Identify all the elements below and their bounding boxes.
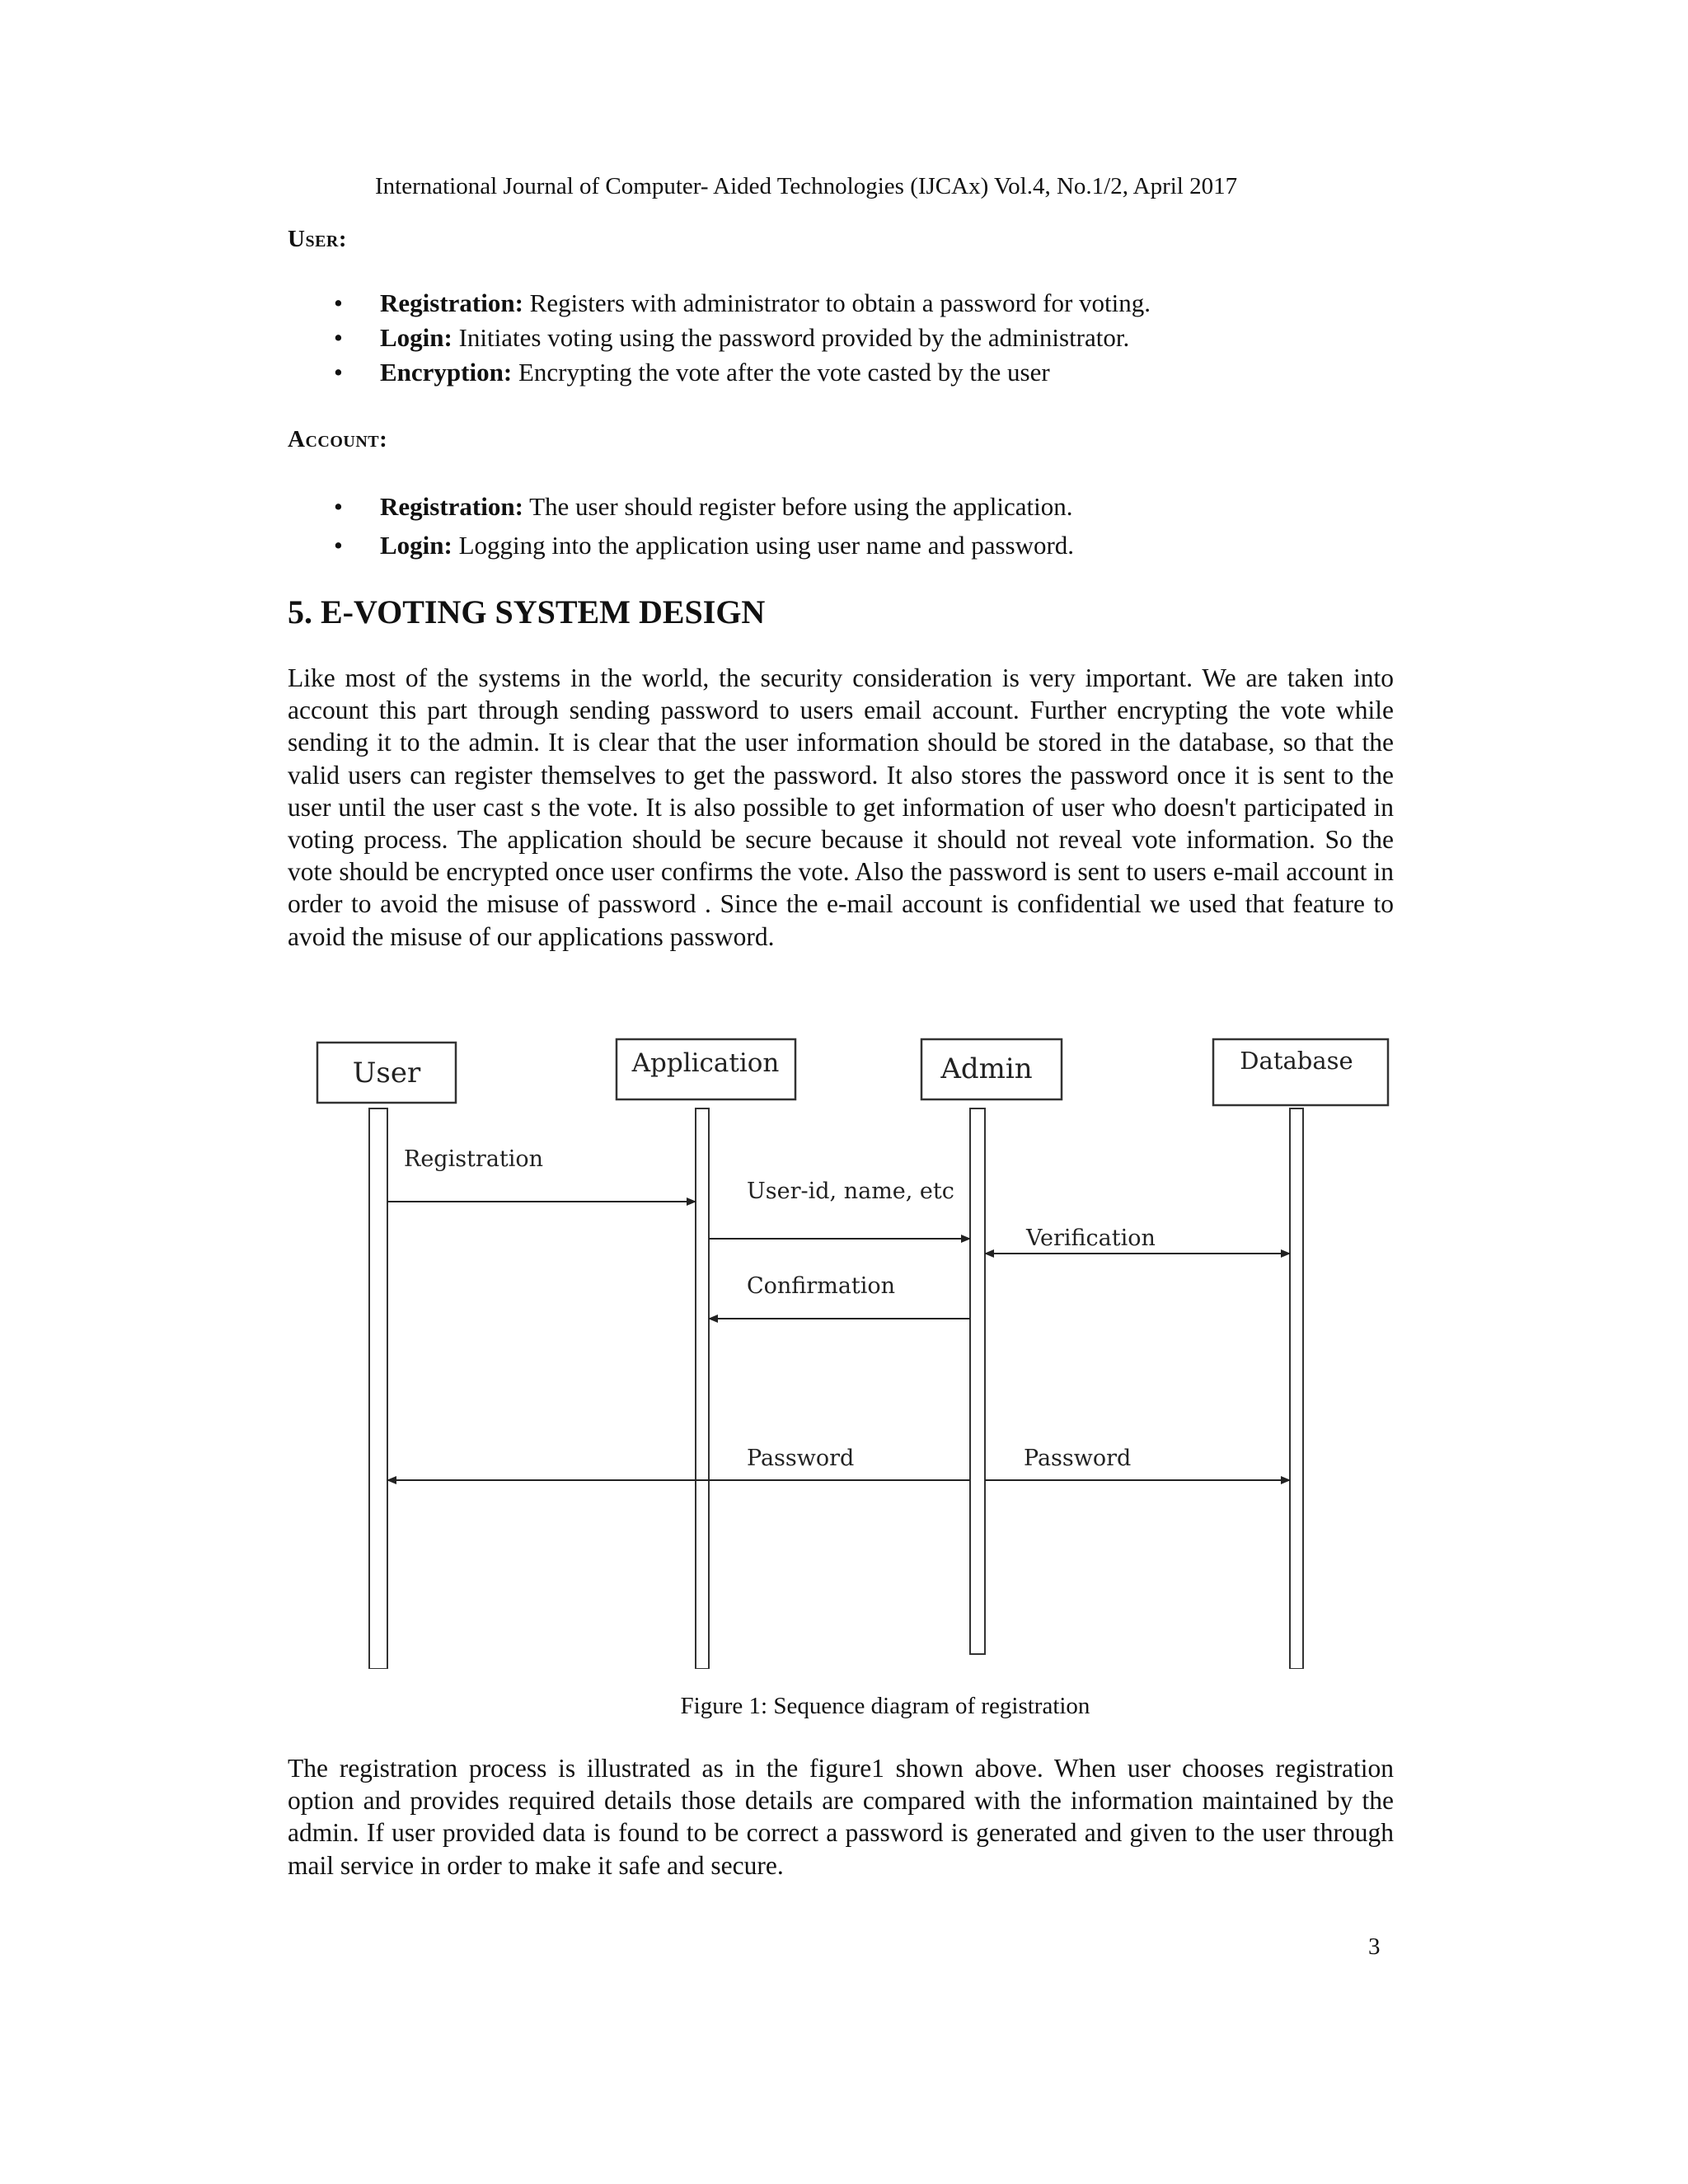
application-lifeline: [696, 1108, 709, 1669]
message-label: User-id, name, etc: [747, 1179, 954, 1204]
message-label: Confirmation: [747, 1273, 896, 1299]
sequence-diagram-svg: [305, 1026, 1401, 1669]
list-item: [288, 526, 1074, 565]
bullet-text: Encrypting the vote after the vote casted by the user: [512, 358, 1050, 387]
actor-database: [1213, 1039, 1388, 1105]
bullet-term: Registration:: [380, 288, 523, 317]
message-label: Verification: [1026, 1226, 1156, 1251]
message-verification: [985, 1226, 1290, 1254]
list-item: [288, 355, 1151, 390]
bullet-icon: •: [334, 492, 343, 521]
section-heading: 5. E-VOTING SYSTEM DESIGN: [288, 593, 766, 630]
account-section-label: Account:: [288, 426, 388, 452]
message-password-to-database: [985, 1446, 1290, 1480]
message-registration: [387, 1146, 696, 1202]
admin-lifeline: [970, 1108, 985, 1654]
bullet-icon: •: [334, 531, 343, 560]
bullet-term: Login:: [380, 323, 452, 352]
list-item: [288, 487, 1074, 526]
actor-admin: [921, 1039, 1062, 1099]
actor-database-label: Database: [1240, 1047, 1353, 1075]
bullet-text: The user should register before using the application.: [523, 492, 1073, 521]
bullet-text: Registers with administrator to obtain a password for voting.: [523, 288, 1151, 317]
message-confirmation: [709, 1273, 970, 1319]
message-label: Password: [1024, 1446, 1132, 1471]
body-paragraph: Like most of the systems in the world, the security consideration is very important. We are taken into account this part through sending password to users email account. Further encrypting the vote while sending it to the admin. It is clear that the user information should be stored in the database, so that the valid users can register themselves to get the password. It also stores the password once it is sent to the user until the user cast s the vote. It is also possible to get information of user who doesn't participated in voting process. The application should be secure because it should not reveal vote information. So the vote should be encrypted once user confirms the vote. Also the password is sent to users e-mail account in order to avoid the misuse of password . Since the e-mail account is confidential we used that feature to avoid the misuse of our applications password.: [288, 663, 1394, 951]
user-bullet-list: [288, 286, 1151, 390]
message-user-details: [709, 1179, 970, 1239]
bullet-term: Registration:: [380, 492, 523, 521]
message-label: Password: [747, 1446, 855, 1471]
actor-application-label: Application: [631, 1048, 780, 1078]
bullet-icon: •: [334, 358, 343, 387]
list-item: [288, 321, 1151, 355]
database-lifeline: [1290, 1108, 1303, 1669]
user-lifeline: [369, 1108, 387, 1669]
actor-user: [317, 1043, 456, 1103]
sequence-diagram: [305, 1026, 1401, 1669]
list-item: [288, 286, 1151, 321]
user-section-label: User:: [288, 226, 348, 252]
bullet-term: Login:: [380, 531, 452, 560]
figure-caption: Figure 1: Sequence diagram of registration: [680, 1693, 1090, 1719]
message-label: Registration: [404, 1146, 544, 1172]
page-number: 3: [1368, 1933, 1381, 1960]
actor-admin-label: Admin: [940, 1052, 1033, 1085]
running-header: International Journal of Computer- Aided Technologies (IJCAx) Vol.4, No.1/2, April 2017: [375, 173, 1238, 199]
closing-paragraph: The registration process is illustrated as in the figure1 shown above. When user chooses registration option and provides required details those details are compared with the information maintained by the admin. If user provided data is found to be correct a password is generated and given to the user through mail service in order to make it safe and secure.: [288, 1754, 1394, 1880]
message-password-to-user: [387, 1446, 970, 1480]
account-bullet-list: [288, 487, 1074, 565]
actor-user-label: User: [352, 1057, 421, 1090]
bullet-icon: •: [334, 323, 343, 352]
bullet-term: Encryption:: [380, 358, 513, 387]
bullet-text: Logging into the application using user name and password.: [452, 531, 1075, 560]
bullet-text: Initiates voting using the password provided by the administrator.: [452, 323, 1130, 352]
actor-application: [617, 1039, 795, 1099]
bullet-icon: •: [334, 288, 343, 317]
